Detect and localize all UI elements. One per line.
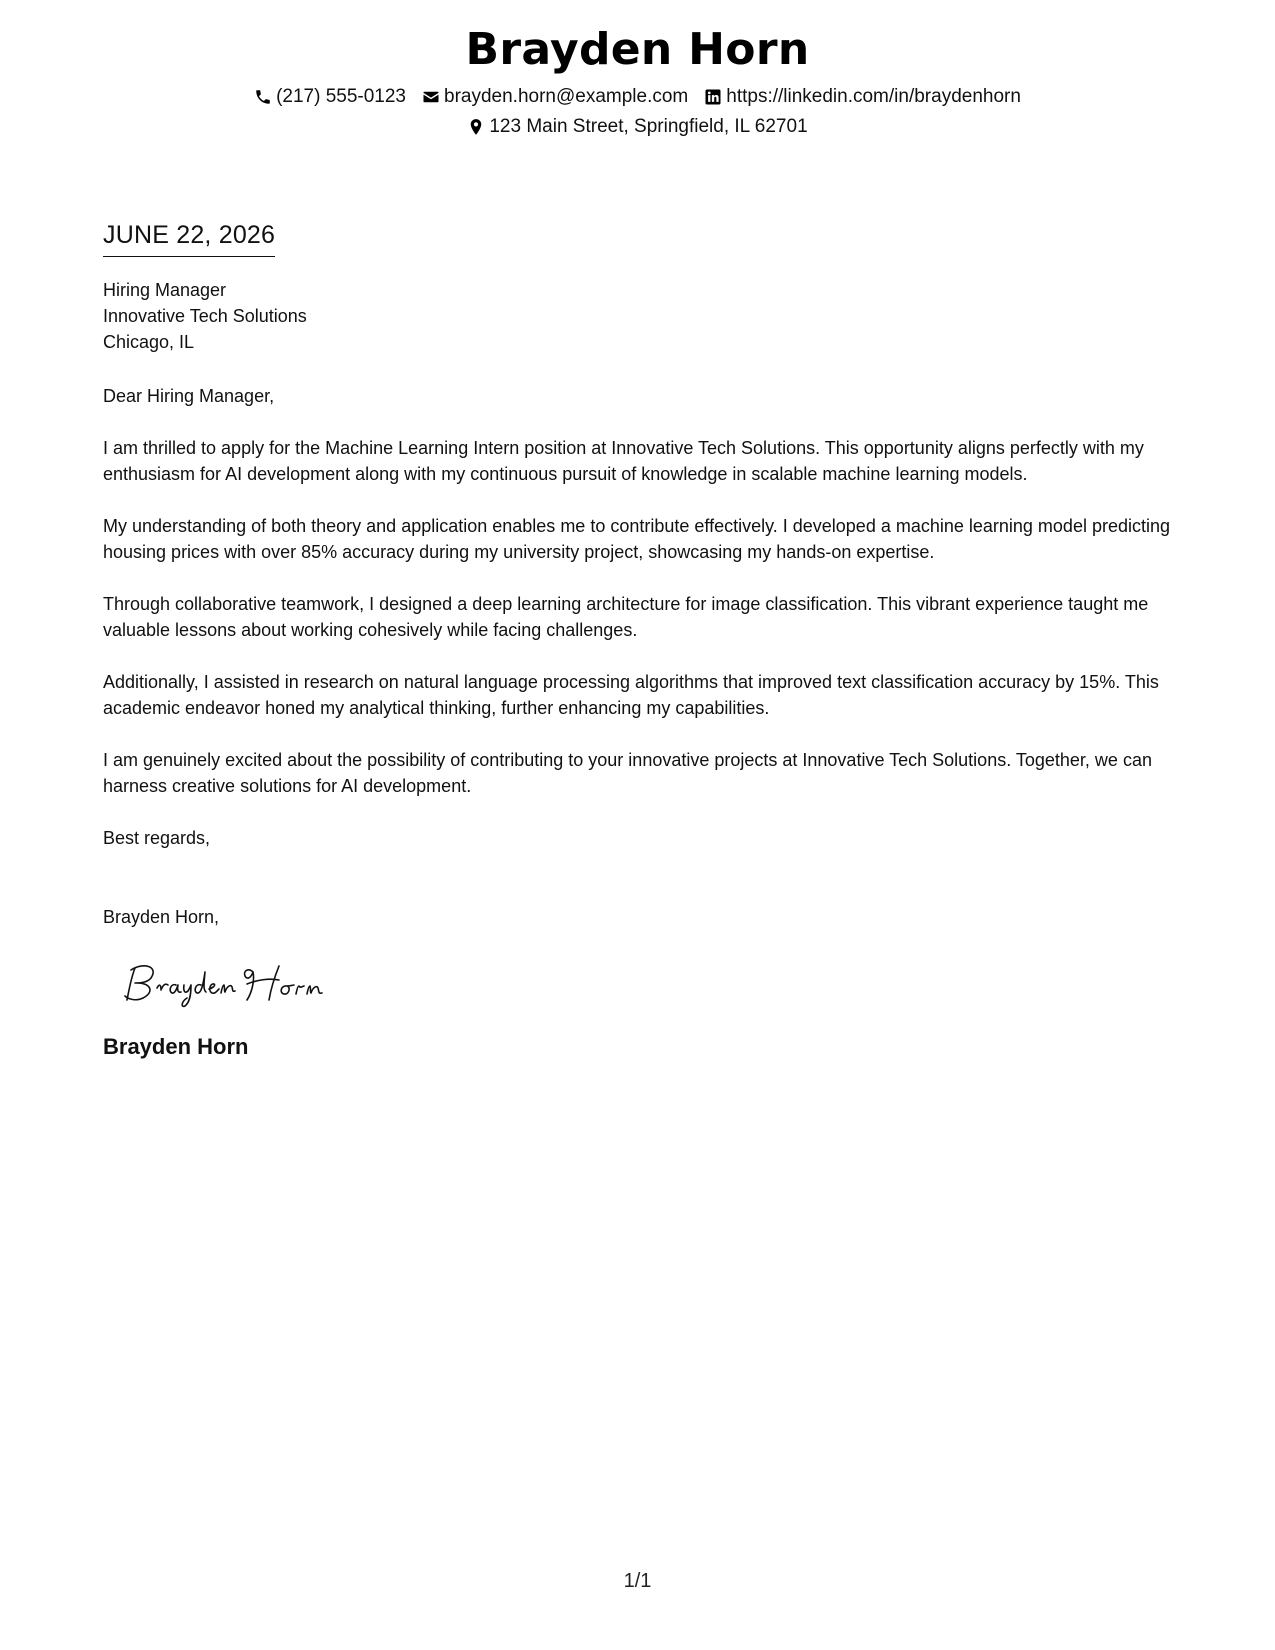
letter-header: [0, 18, 1275, 142]
phone-contact: [254, 82, 406, 112]
linkedin-icon: [704, 88, 722, 106]
paragraph-2: My understanding of both theory and application enables me to contribute effectively. I developed a machine learning model predicting housing prices with over 85% accuracy during my university project, showcasing my hands-on expertise.: [103, 516, 1171, 562]
address-line: [0, 112, 1275, 142]
phone-icon: [254, 88, 272, 106]
recipient-location: Chicago, IL: [103, 332, 195, 352]
closing: Best regards,: [103, 828, 211, 848]
paragraph-5: I am genuinely excited about the possibility of contributing to your innovative projects at Innovative Tech Solutions. Together, we can harness creative solutions for AI development.: [103, 750, 1152, 796]
map-marker-icon: [467, 118, 485, 136]
paragraph-3: Through collaborative teamwork, I designed a deep learning architecture for image classification. This vibrant experience taught me valuable lessons about working cohesively while facing challenges.: [103, 594, 1149, 640]
paragraph-4: Additionally, I assisted in research on natural language processing algorithms that improved text classification accuracy by 15%. This academic endeavor honed my analytical thinking, further enhancing my capabilities.: [103, 672, 1159, 718]
signed-name: Brayden Horn: [103, 1034, 249, 1059]
recipient-company: Innovative Tech Solutions: [103, 306, 307, 326]
handwritten-signature: [121, 958, 351, 1010]
closing-name: Brayden Horn,: [103, 907, 220, 927]
linkedin-contact[interactable]: [704, 82, 1021, 112]
sender-name: Brayden Horn: [465, 24, 810, 75]
contact-line: [0, 82, 1275, 112]
paragraph-1: I am thrilled to apply for the Machine Learning Intern position at Innovative Tech Solutions. This opportunity aligns perfectly with my enthusiasm for AI development along with my continuous pursuit of knowledge in scalable machine learning models.: [103, 438, 1144, 484]
linkedin-text[interactable]: https://linkedin.com/in/braydenhorn: [726, 86, 1021, 107]
page-number: 1/1: [623, 1570, 652, 1592]
envelope-icon: [422, 88, 440, 106]
letter-date: JUNE 22, 2026: [103, 218, 275, 257]
letter-body: [103, 218, 1178, 1062]
address-contact: [467, 112, 807, 142]
recipient-block: [103, 277, 1178, 355]
salutation: Dear Hiring Manager,: [103, 386, 275, 406]
phone-text: (217) 555-0123: [276, 86, 406, 107]
recipient-title: Hiring Manager: [103, 280, 227, 300]
address-text: 123 Main Street, Springfield, IL 62701: [489, 116, 808, 137]
email-text[interactable]: brayden.horn@example.com: [444, 86, 689, 107]
email-contact[interactable]: [422, 82, 688, 112]
